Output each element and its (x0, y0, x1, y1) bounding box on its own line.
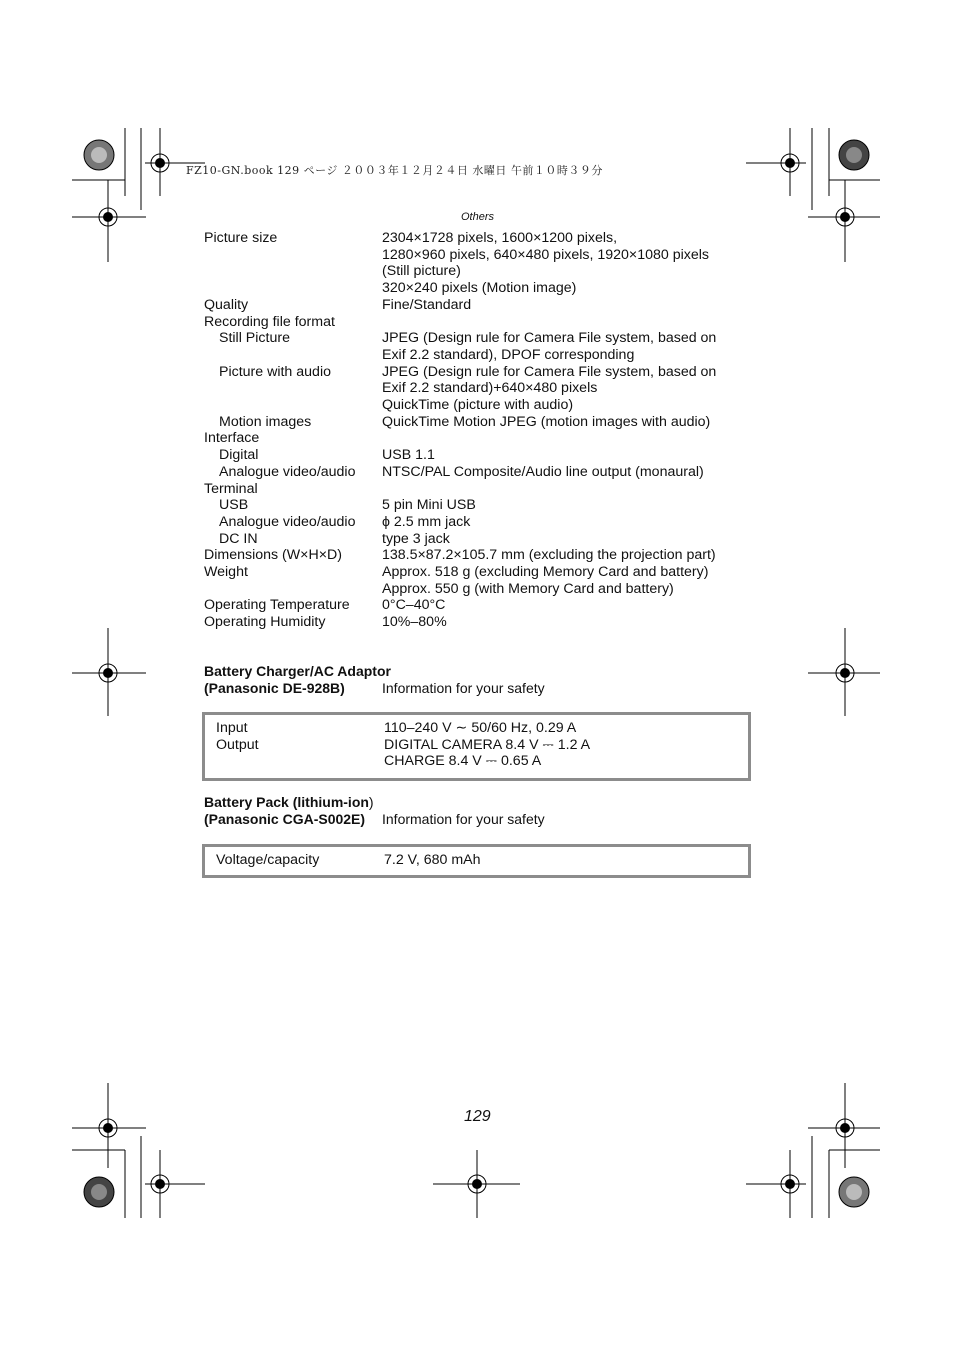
spec-label: Digital (219, 447, 259, 464)
spec-row (204, 314, 764, 331)
spec-row (204, 247, 764, 264)
spec-label: Motion images (219, 413, 312, 430)
voltage-label: Voltage/capacity (216, 852, 320, 868)
spec-row (204, 547, 764, 564)
spec-row (204, 447, 764, 464)
battery-model: (Panasonic CGA-S002E) (204, 810, 366, 827)
spec-label (204, 380, 382, 397)
spec-row (204, 280, 764, 297)
input-value: 110–240 V ∼ 50/60 Hz, 0.29 A (384, 720, 577, 736)
spec-row (204, 430, 764, 447)
spec-row (204, 614, 764, 631)
spec-row (204, 564, 764, 581)
spec-value: Exif 2.2 standard)+640×480 pixels (382, 380, 598, 397)
spec-label (204, 263, 382, 280)
spec-label (204, 280, 382, 297)
spec-value: QuickTime Motion JPEG (motion images with audio) (382, 413, 711, 430)
spec-table (204, 230, 764, 631)
spec-value: Exif 2.2 standard), DPOF corresponding (382, 346, 635, 363)
spec-row (204, 497, 764, 514)
spec-value: QuickTime (picture with audio) (382, 397, 574, 414)
spec-row (204, 581, 764, 598)
spec-row (204, 364, 764, 381)
spec-value: JPEG (Design rule for Camera File system, based on (382, 363, 717, 380)
spec-value: (Still picture) (382, 263, 461, 280)
charger-model: (Panasonic DE-928B) (204, 679, 345, 696)
battery-heading (204, 794, 545, 827)
spec-value: 2304×1728 pixels, 1600×1200 pixels, (382, 230, 618, 246)
spec-label: Weight (204, 564, 248, 581)
spec-label: Analogue video/audio (219, 513, 356, 530)
spec-value: type 3 jack (382, 530, 450, 547)
spec-row (204, 330, 764, 347)
spec-label (204, 397, 382, 414)
spec-row (204, 531, 764, 548)
battery-title-paren: ) (368, 794, 374, 810)
battery-title: Battery Pack (lithium-ion (204, 794, 369, 810)
spec-label: Picture with audio (219, 363, 331, 380)
output-label: Output (216, 736, 259, 753)
spec-value: 10%–80% (382, 614, 447, 631)
spec-row (204, 481, 764, 498)
print-info-header: FZ10-GN.book 129 ページ ２００３年１２月２４日 水曜日 午前１０時３９分 (186, 164, 603, 177)
charger-heading (204, 663, 545, 696)
charger-info: Information for your safety (382, 679, 545, 696)
page-number: 129 (464, 1108, 491, 1125)
charger-spec-box (202, 712, 751, 781)
spec-label: Operating Humidity (204, 614, 326, 631)
spec-label: Picture size (204, 230, 278, 246)
spec-value: 1280×960 pixels, 640×480 pixels, 1920×1080 pixels (382, 246, 709, 263)
spec-label: Quality (204, 296, 249, 313)
spec-label: Terminal (204, 480, 258, 497)
spec-label: Interface (204, 430, 260, 447)
spec-label: Recording file format (204, 313, 335, 330)
spec-value: 138.5×87.2×105.7 mm (excluding the projection part) (382, 547, 716, 564)
spec-value: NTSC/PAL Composite/Audio line output (monaural) (382, 463, 704, 480)
spec-value: Fine/Standard (382, 296, 472, 313)
spec-label: DC IN (219, 530, 258, 547)
spec-label (204, 247, 382, 264)
output-value-charge: CHARGE 8.4 V ⎓ 0.65 A (384, 753, 542, 770)
spec-value (382, 430, 764, 447)
spec-value: 5 pin Mini USB (382, 497, 476, 514)
section-label: Others (461, 211, 495, 223)
spec-row (204, 230, 764, 247)
spec-row (204, 347, 764, 364)
spec-value: 0°C–40°C (382, 597, 446, 614)
spec-row (204, 297, 764, 314)
spec-label: Operating Temperature (204, 597, 350, 614)
spec-row (204, 514, 764, 531)
spec-label (204, 581, 382, 598)
spec-row (204, 397, 764, 414)
spec-row (204, 597, 764, 614)
spec-value: JPEG (Design rule for Camera File system, based on (382, 330, 717, 347)
spec-value (382, 314, 764, 331)
spec-row (204, 414, 764, 431)
spec-row (204, 380, 764, 397)
spec-row (204, 464, 764, 481)
input-label: Input (216, 720, 248, 736)
spec-value: USB 1.1 (382, 447, 435, 464)
spec-value: ϕ 2.5 mm jack (382, 513, 471, 530)
battery-info: Information for your safety (382, 810, 545, 827)
battery-spec-box (202, 844, 751, 878)
spec-value: 320×240 pixels (Motion image) (382, 280, 577, 297)
spec-value (382, 481, 764, 498)
spec-label: Still Picture (219, 330, 290, 347)
spec-row (204, 263, 764, 280)
charger-title: Battery Charger/AC Adaptor (204, 663, 391, 679)
voltage-value: 7.2 V, 680 mAh (384, 852, 481, 868)
spec-value: Approx. 550 g (with Memory Card and battery) (382, 580, 674, 597)
spec-value: Approx. 518 g (excluding Memory Card and battery) (382, 564, 709, 581)
output-value-camera: DIGITAL CAMERA 8.4 V ⎓ 1.2 A (384, 736, 591, 753)
spec-label: Analogue video/audio (219, 463, 356, 480)
spec-label: Dimensions (W×H×D) (204, 547, 342, 564)
spec-label (204, 347, 382, 364)
spec-label: USB (219, 497, 249, 514)
